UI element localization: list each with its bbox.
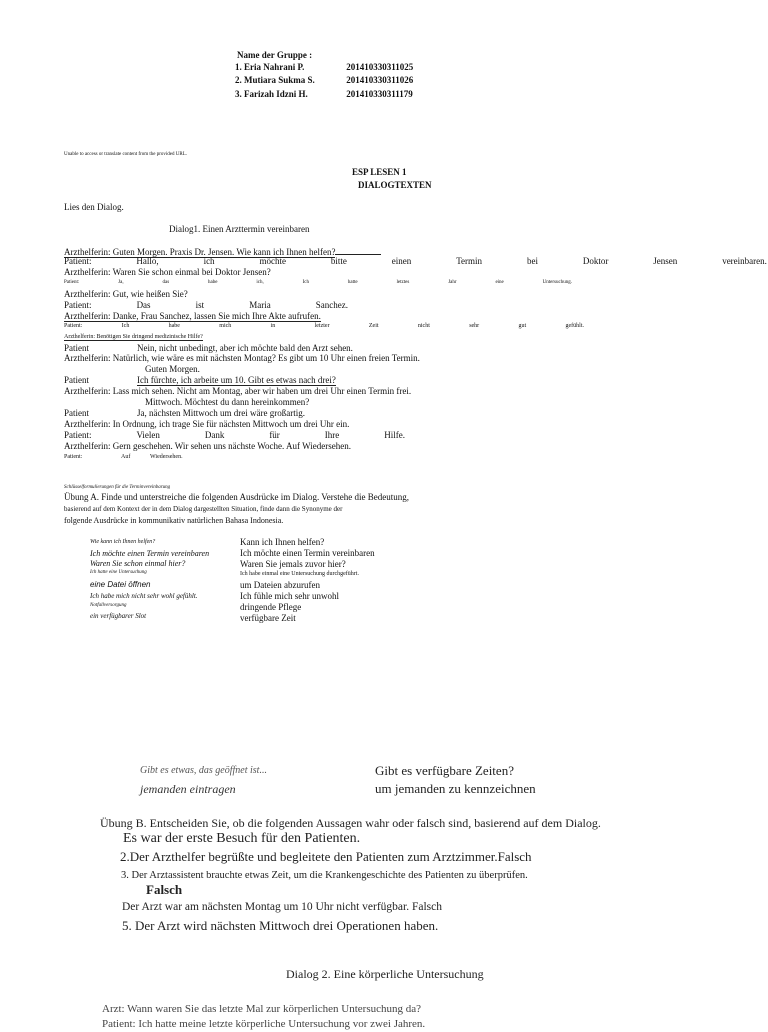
- dialog1-line: Patient: Hallo, ich möchte bitte einen Termin bei Doktor Jensen vereinbaren.: [64, 256, 767, 266]
- dialog1-line: Arzthelferin: Gern geschehen. Wir sehen uns nächste Woche. Auf Wiedersehen.: [64, 441, 351, 451]
- phrase-right: Waren Sie jemals zuvor hier?: [240, 559, 346, 569]
- phrase-left: Wie kann ich Ihnen helfen?: [90, 539, 156, 545]
- exercise-a-text: folgende Ausdrücke in kommunikativ natürlichen Bahasa Indonesia.: [64, 516, 284, 525]
- member-num: 1.: [235, 62, 242, 72]
- phrase-left: Ich hatte eine Untersuchung: [90, 570, 147, 575]
- group-member-3: [235, 89, 413, 100]
- dialog1-line: Mittwoch. Möchtest du dann hereinkommen?: [145, 397, 310, 407]
- phrase-left: ein verfügbarer Slot: [90, 612, 147, 620]
- phrase-right: Ich habe einmal eine Untersuchung durchgeführt.: [240, 571, 359, 577]
- dialog1-line: Patient Ich fürchte, ich arbeite um 10. Gibt es etwas nach drei?: [64, 375, 336, 385]
- doc-title-line1: ESP LESEN 1: [352, 167, 407, 177]
- member-name: Farizah Idzni H.: [244, 89, 308, 99]
- phrase-left: eine Datei öffnen: [90, 580, 151, 589]
- exercise-b-item: Es war der erste Besuch für den Patienten.: [123, 831, 361, 846]
- notice-text: Unable to access or translate content from the provided URL.: [64, 152, 188, 157]
- exercise-b-heading: Übung B. Entscheiden Sie, ob die folgenden Aussagen wahr oder falsch sind, basierend auf dem Dialog.: [100, 816, 601, 830]
- dialog1-line: Patient: Das ist Maria Sanchez.: [64, 300, 348, 310]
- dialog1-line: Arzthelferin: Waren Sie schon einmal bei Doktor Jensen?: [64, 267, 271, 277]
- instruction-text: Lies den Dialog.: [64, 202, 124, 212]
- member-id: 201410330311179: [346, 89, 413, 99]
- exercise-a-text: basierend auf dem Kontext der in dem Dialog dargestellten Situation, finde dann die Synonyme der: [64, 505, 343, 513]
- phrase-right: verfügbare Zeit: [240, 613, 296, 623]
- phrase-right: Kann ich Ihnen helfen?: [240, 537, 325, 547]
- member-name: Eria Nahrani P.: [244, 62, 305, 72]
- dialog1-line: Arzthelferin: Lass mich sehen. Nicht am Montag, aber wir haben um drei Uhr einen Termin frei.: [64, 386, 412, 396]
- dialog1-line: Arzthelferin: Guten Morgen. Praxis Dr. Jensen. Wie kann ich Ihnen helfen?: [64, 245, 381, 258]
- group-heading: Name der Gruppe :: [237, 50, 313, 60]
- phrase-right: dringende Pflege: [240, 602, 302, 612]
- exercise-b-item: Der Arzt war am nächsten Montag um 10 Uhr nicht verfügbar. Falsch: [122, 901, 442, 913]
- member-name: Mutiara Sukma S.: [244, 75, 315, 85]
- exercise-b-item: 5. Der Arzt wird nächsten Mittwoch drei Operationen haben.: [122, 918, 439, 933]
- group-member-2: [235, 75, 413, 86]
- scan-phrase-right: um jemanden zu kennzeichnen: [375, 781, 536, 796]
- scan-phrase-left: jemanden eintragen: [140, 782, 236, 796]
- dialog1-title: Dialog1. Einen Arzttermin vereinbaren: [169, 224, 310, 234]
- doc-title-line2: DIALOGTEXTEN: [358, 180, 432, 190]
- member-num: 2.: [235, 75, 242, 85]
- dialog1-line: Patient: Ja, das habe ich, Ich hatte letztes Jahr eine Untersuchung.: [64, 280, 572, 285]
- dialog1-line: Arzthelferin: Natürlich, wie wäre es mit nächsten Montag? Es gibt um 10 Uhr einen freien Termin.: [64, 353, 420, 363]
- dialog2-line: Patient: Ich hatte meine letzte körperliche Untersuchung vor zwei Jahren.: [102, 1018, 426, 1030]
- dialog1-line: Patient: Vielen Dank für Ihre Hilfe.: [64, 430, 405, 440]
- dialog1-line: Patient Ja, nächsten Mittwoch um drei wäre großartig.: [64, 408, 305, 418]
- exercise-b-item: Falsch: [146, 882, 183, 897]
- key-phrases-heading: Schlüsselformulierungen für die Terminvereinbarung: [64, 485, 171, 490]
- dialog1-line: Arzthelferin: Danke, Frau Sanchez, lassen Sie mich Ihre Akte aufrufen.: [64, 311, 321, 321]
- dialog2-line: Arzt: Wann waren Sie das letzte Mal zur körperlichen Untersuchung da?: [102, 1003, 422, 1015]
- dialog2-title: Dialog 2. Eine körperliche Untersuchung: [286, 967, 484, 981]
- phrase-left: Ich habe mich nicht sehr wohl gefühlt.: [90, 592, 198, 600]
- dialog1-line: Patient: Ich habe mich in letzter Zeit nicht sehr gut gefühlt.: [64, 323, 584, 329]
- phrase-left: Ich möchte einen Termin vereinbaren: [90, 549, 210, 558]
- member-id: 201410330311026: [346, 75, 414, 85]
- dialog1-line: Guten Morgen.: [145, 364, 200, 374]
- group-member-1: [235, 62, 413, 73]
- exercise-a-text: Übung A. Finde und unterstreiche die folgenden Ausdrücke im Dialog. Verstehe die Bedeutung,: [64, 492, 410, 502]
- phrase-right: Ich möchte einen Termin vereinbaren: [240, 548, 375, 558]
- phrase-left: Notfallversorgung: [90, 603, 127, 608]
- scan-phrase-left: Gibt es etwas, das geöffnet ist...: [140, 765, 267, 776]
- dialog1-line: Arzthelferin: Benötigen Sie dringend medizinische Hilfe?: [64, 334, 203, 340]
- exercise-b-item: 2.Der Arzthelfer begrüßte und begleitete den Patienten zum Arztzimmer.Falsch: [120, 849, 532, 864]
- phrase-right: um Dateien abzurufen: [240, 580, 320, 590]
- member-id: 201410330311025: [346, 62, 414, 72]
- dialog1-line: Patient Nein, nicht unbedingt, aber ich möchte bald den Arzt sehen.: [64, 343, 353, 353]
- dialog1-line: Patient: Auf Wiedersehen.: [64, 454, 183, 460]
- scan-phrase-right: Gibt es verfügbare Zeiten?: [375, 763, 514, 778]
- dialog1-line: Arzthelferin: Gut, wie heißen Sie?: [64, 289, 188, 299]
- phrase-right: Ich fühle mich sehr unwohl: [240, 591, 339, 601]
- exercise-b-item: 3. Der Arztassistent brauchte etwas Zeit, um die Krankengeschichte des Patienten zu überprüfen.: [121, 870, 528, 881]
- dialog1-line: Arzthelferin: In Ordnung, ich trage Sie für nächsten Mittwoch um drei Uhr ein.: [64, 419, 350, 429]
- phrase-left: Waren Sie schon einmal hier?: [90, 559, 186, 568]
- member-num: 3.: [235, 89, 242, 99]
